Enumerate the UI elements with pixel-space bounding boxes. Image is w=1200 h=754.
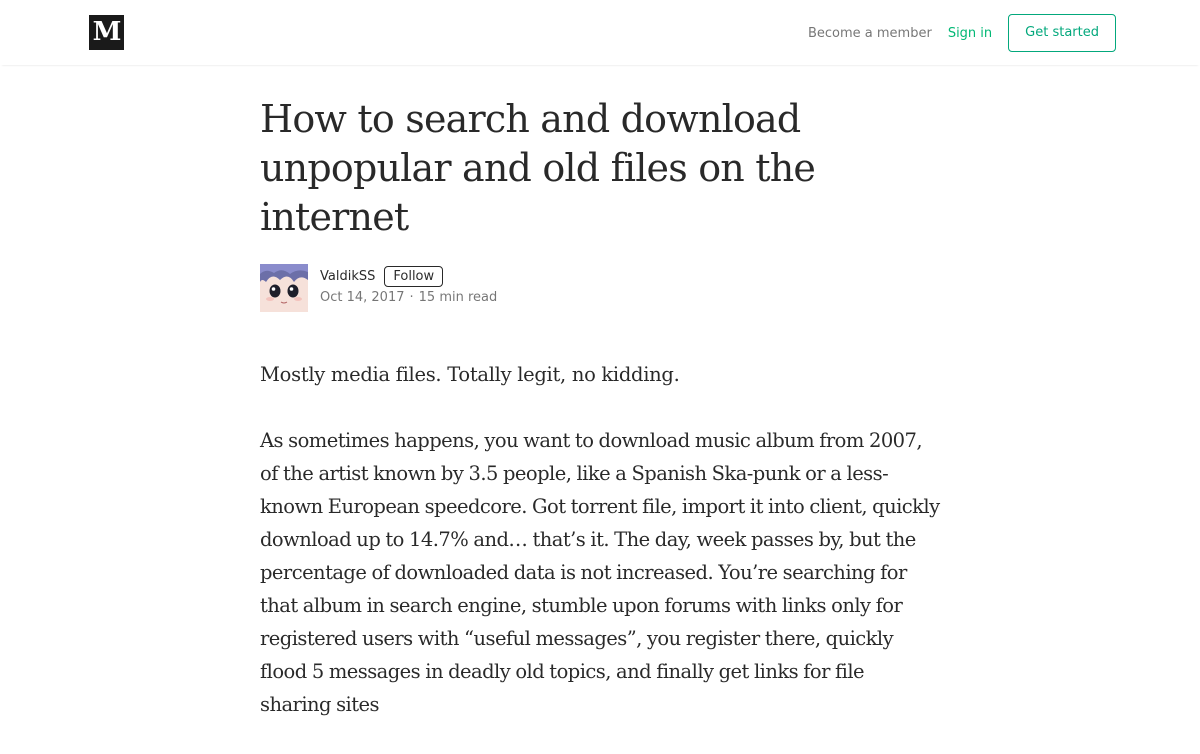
- header-nav: [808, 14, 1116, 52]
- publish-date: Oct 14, 2017: [320, 290, 405, 305]
- author-avatar[interactable]: [260, 264, 308, 312]
- avatar-illustration: [260, 264, 308, 312]
- read-time: 15 min read: [418, 290, 498, 305]
- top-bar: [0, 0, 1200, 65]
- get-started-button[interactable]: Get started: [1008, 14, 1116, 52]
- article-subtitle: Mostly media files. Totally legit, no kidding.: [260, 363, 680, 386]
- author-row: [320, 266, 443, 287]
- follow-button[interactable]: Follow: [384, 266, 443, 287]
- sign-in-link[interactable]: Sign in: [947, 25, 993, 41]
- article-title: How to search and download unpopular and old files on the internet: [260, 97, 816, 239]
- meta-separator: ·: [409, 290, 414, 305]
- article-paragraph: As sometimes happens, you want to download music album from 2007, of the artist known by 3.5 people, like a Spanish Ska-punk or a less-known European speedcore. Got torrent file, import it into client, quickly download up to 14.7% and… that’s it. The day, week passes by, but the percentage of downloaded data is not increased. You’re searching for that album in search engine, stumble upon forums with links only for registered users with “useful messages”, you register there, quickly flood 5 messages in deadly old topics, and finally get links for file sharing sites: [260, 429, 940, 716]
- author-byline: [260, 264, 940, 312]
- medium-logo-icon[interactable]: M: [89, 15, 124, 50]
- article: [260, 95, 940, 754]
- become-member-link[interactable]: Become a member: [807, 25, 932, 41]
- article-body: [260, 358, 940, 721]
- author-name-link[interactable]: ValdikSS: [320, 269, 376, 284]
- post-meta: [320, 290, 497, 305]
